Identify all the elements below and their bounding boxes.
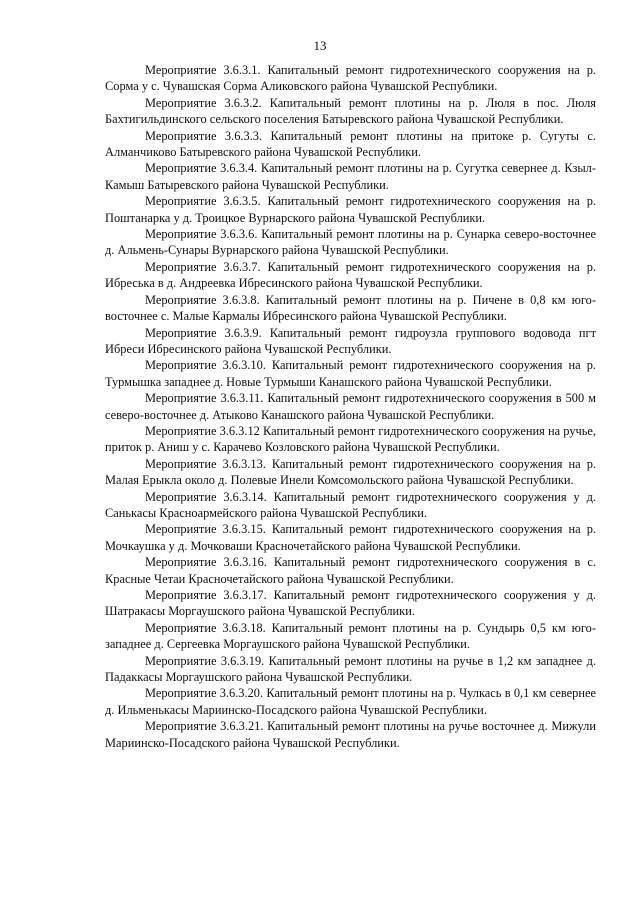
paragraph-measure-3-6-3-1: Мероприятие 3.6.3.1. Капитальный ремонт гидротехнического сооружения на р. Сорма у с. Чувашская Сорма Аликовского района Чувашской Республики. <box>105 63 596 94</box>
paragraph-measure-3-6-3-9: Мероприятие 3.6.3.9. Капитальный ремонт гидроузла группового водовода пгт Ибреси Ибресинского района Чувашской Республики. <box>105 325 596 356</box>
paragraph-measure-3-6-3-10: Мероприятие 3.6.3.10. Капитальный ремонт гидротехнического сооружения на р. Турмышка западнее д. Новые Турмыши Канашского района Чувашской Республики. <box>105 358 596 389</box>
paragraph-measure-3-6-3-21: Мероприятие 3.6.3.21. Капитальный ремонт плотины на ручье восточнее д. Мижули Мариинско-Посадского района Чувашской Республики. <box>105 719 596 750</box>
paragraph-measure-3-6-3-11: Мероприятие 3.6.3.11. Капитальный ремонт гидротехнического сооружения в 500 м северо-восточнее д. Атыково Канашского района Чувашской Республики. <box>105 391 596 422</box>
paragraph-measure-3-6-3-3: Мероприятие 3.6.3.3. Капитальный ремонт плотины на притоке р. Сугуты с. Алманчиково Батыревского района Чувашской Республики. <box>105 128 596 160</box>
paragraph-measure-3-6-3-7: Мероприятие 3.6.3.7. Капитальный ремонт гидротехнического сооружения на р. Ибреська в д. Андреевка Ибресинского района Чувашской Республики. <box>105 259 596 291</box>
paragraph-measure-3-6-3-16: Мероприятие 3.6.3.16. Капитальный ремонт гидротехнического сооружения в с. Красные Четаи Красночетайского района Чувашской Республики. <box>105 555 596 586</box>
paragraph-measure-3-6-3-14: Мероприятие 3.6.3.14. Капитальный ремонт гидротехнического сооружения у д. Санькасы Красноармейского района Чувашской Республики. <box>105 489 596 520</box>
paragraph-measure-3-6-3-6: Мероприятие 3.6.3.6. Капитальный ремонт плотины на р. Сунарка северо-восточнее д. Альмень-Сунары Вурнарского района Чувашской Республики. <box>105 227 596 258</box>
paragraph-measure-3-6-3-4: Мероприятие 3.6.3.4. Капитальный ремонт плотины на р. Сугутка севернее д. Кзыл-Камыш Батыревского района Чувашской Республики. <box>105 161 596 192</box>
paragraph-measure-3-6-3-13: Мероприятие 3.6.3.13. Капитальный ремонт гидротехнического сооружения на р. Малая Ерыкла около д. Полевые Инели Комсомольского района Чувашской Республики. <box>105 456 596 488</box>
document-body <box>105 62 596 751</box>
paragraph-measure-3-6-3-12: Мероприятие 3.6.3.12 Капитальный ремонт гидротехнического сооружения на ручье, приток р. Аниш у с. Карачево Козловского района Чувашской Республики. <box>105 423 596 455</box>
paragraph-measure-3-6-3-5: Мероприятие 3.6.3.5. Капитальный ремонт гидротехнического сооружения на р. Поштанарка у д. Троицкое Вурнарского района Чувашской Республики. <box>105 194 596 225</box>
paragraph-measure-3-6-3-17: Мероприятие 3.6.3.17. Капитальный ремонт гидротехнического сооружения у д. Шатракасы Моргаушского района Чувашской Республики. <box>105 588 596 619</box>
paragraph-measure-3-6-3-2: Мероприятие 3.6.3.2. Капитальный ремонт плотины на р. Люля в пос. Люля Бахтигильдинского сельского поселения Батыревского района Чувашской Республики. <box>105 95 596 127</box>
paragraph-measure-3-6-3-20: Мероприятие 3.6.3.20. Капитальный ремонт плотины на р. Чулкась в 0,1 км севернее д. Ильменькасы Мариинско-Посадского района Чувашской Республики. <box>105 686 596 717</box>
paragraph-measure-3-6-3-19: Мероприятие 3.6.3.19. Капитальный ремонт плотины на ручье в 1,2 км западнее д. Падаккасы Моргаушского района Чувашской Республики. <box>105 653 596 685</box>
page-number: 13 <box>313 38 327 53</box>
paragraph-measure-3-6-3-18: Мероприятие 3.6.3.18. Капитальный ремонт плотины на р. Сундырь 0,5 км юго-западнее д. Сергеевка Моргаушского района Чувашской Республики. <box>105 620 596 652</box>
paragraph-measure-3-6-3-15: Мероприятие 3.6.3.15. Капитальный ремонт гидротехнического сооружения на р. Мочкаушка у д. Мочковаши Красночетайского района Чувашской Республики. <box>105 522 596 553</box>
paragraph-measure-3-6-3-8: Мероприятие 3.6.3.8. Капитальный ремонт плотины на р. Пичене в 0,8 км юго-восточнее с. Малые Кармалы Ибресинского района Чувашской Республики. <box>105 292 596 324</box>
